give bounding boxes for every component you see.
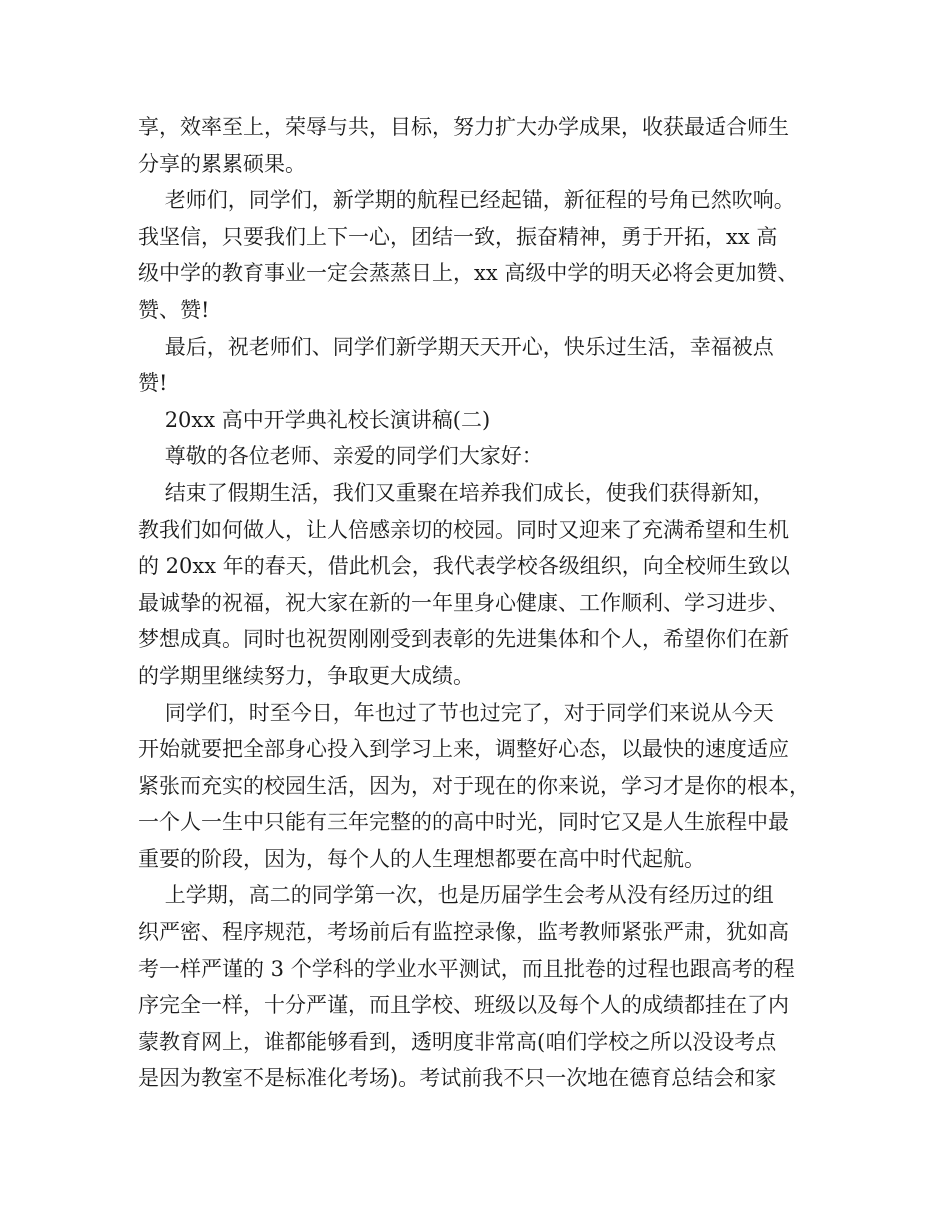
text-line: 我坚信，只要我们上下一心，团结一致，振奋精神，勇于开拓，xx 高 — [138, 224, 778, 249]
text-line: 织严密、程序规范，考场前后有监控录像，监考教师紧张严肃，犹如高 — [138, 920, 789, 945]
text-line: 考一样严谨的 3 个学科的学业水平测试，而且批卷的过程也跟高考的程 — [138, 956, 795, 981]
text-line: 的 20xx 年的春天，借此机会，我代表学校各级组织，向全校师生致以 — [138, 554, 790, 579]
text-line: 赞、赞! — [138, 297, 210, 322]
text-line: 赞! — [138, 371, 168, 396]
text-line: 梦想成真。同时也祝贺刚刚受到表彰的先进集体和个人，希望你们在新 — [138, 627, 789, 652]
text-line: 教我们如何做人，让人倍感亲切的校园。同时又迎来了充满希望和生机 — [138, 517, 789, 542]
text-line: 蒙教育网上，谁都能够看到，透明度非常高(咱们学校之所以没设考点 — [138, 1029, 777, 1054]
text-line: 老师们，同学们，新学期的航程已经起锚，新征程的号角已然吹响。 — [138, 188, 795, 213]
text-line: 级中学的教育事业一定会蒸蒸日上，xx 高级中学的明天必将会更加赞、 — [138, 261, 799, 286]
text-line: 是因为教室不是标准化考场)。考试前我不只一次地在德育总结会和家 — [138, 1066, 777, 1091]
document-body — [138, 109, 838, 1097]
text-line: 同学们，时至今日，年也过了节也过完了，对于同学们来说从今天 — [138, 700, 774, 725]
text-line: 最后，祝老师们、同学们新学期天天开心，快乐过生活，幸福被点 — [138, 334, 774, 359]
text-line: 结束了假期生活，我们又重聚在培养我们成长，使我们获得新知， — [138, 480, 774, 505]
text-line: 上学期，高二的同学第一次，也是历届学生会考从没有经历过的组 — [138, 883, 774, 908]
text-line: 的学期里继续努力，争取更大成绩。 — [138, 663, 474, 688]
text-line: 序完全一样，十分严谨，而且学校、班级以及每个人的成绩都挂在了内 — [138, 993, 789, 1018]
text-line: 开始就要把全部身心投入到学习上来，调整好心态，以最快的速度适应 — [138, 737, 789, 762]
salutation: 尊敬的各位老师、亲爱的同学们大家好： — [138, 444, 543, 469]
text-line: 享，效率至上，荣辱与共，目标，努力扩大办学成果，收获最适合师生 — [138, 115, 789, 139]
text-line: 重要的阶段，因为，每个人的人生理想都要在高中时代起航。 — [138, 846, 705, 871]
text-line: 一个人一生中只能有三年完整的的高中时光，同时它又是人生旅程中最 — [138, 810, 789, 835]
text-line: 最诚挚的祝福，祝大家在新的一年里身心健康、工作顺利、学习进步、 — [138, 590, 789, 615]
section-heading: 20xx 高中开学典礼校长演讲稿(二) — [138, 407, 491, 432]
text-line: 紧张而充实的校园生活，因为，对于现在的你来说，学习才是你的根本， — [138, 773, 810, 798]
text-line: 分享的累累硕果。 — [138, 151, 306, 176]
